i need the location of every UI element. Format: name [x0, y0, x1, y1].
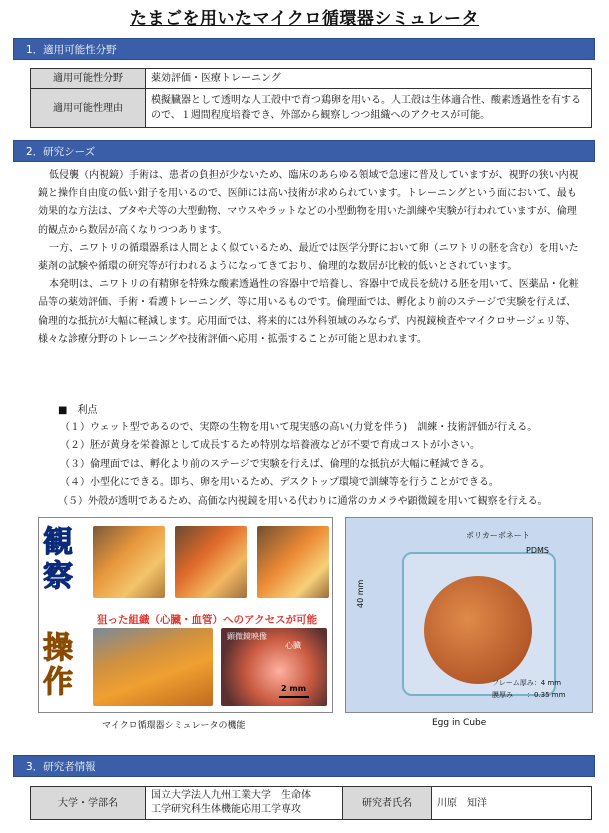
heart-label: 心臓 — [285, 641, 301, 650]
table-label: 大学・学部名 — [31, 787, 146, 820]
observation-photo — [93, 526, 165, 598]
applicability-table — [30, 68, 592, 128]
function-figure — [38, 517, 333, 713]
pdms-label: PDMS — [526, 546, 549, 555]
figure-caption-left: マイクロ循環器シミュレータの機能 — [102, 721, 246, 731]
microscope-photo — [221, 628, 327, 706]
university-value — [146, 787, 343, 820]
table-label: 研究者氏名 — [343, 787, 432, 820]
scale-bar — [279, 696, 309, 698]
access-text: 狙った組織（心臓・血管）へのアクセスが可能 — [97, 614, 318, 626]
polycarbonate-label: ポリカーボネート — [466, 531, 530, 540]
researcher-table — [30, 786, 592, 820]
egg — [424, 576, 532, 684]
table-row — [31, 787, 592, 820]
scale-label: 2 mm — [281, 684, 307, 693]
egg-in-cube-figure — [345, 517, 593, 713]
table-label: 適用可能性理由 — [31, 89, 146, 128]
operation-kanji: 操作 — [43, 631, 73, 700]
table-row — [31, 89, 592, 128]
membrane-thickness-label: 膜厚み ：0.35 mm — [492, 691, 566, 699]
table-value: 薬効評価・医療トレーニング — [146, 69, 592, 89]
observation-photo — [175, 526, 247, 598]
table-value: 模擬臓器として透明な人工殻中で育つ鶏卵を用いる。人工殻は生体適合性、酸素透過性を有するので、１週間程度培養でき、外部から観察しつつ組織へのアクセスが可能。 — [146, 89, 592, 128]
list-item: （２）胚が黄身を栄養源として成長するため特別な培養液などが不要で育成コストが小さい。 — [60, 440, 480, 452]
paragraph: 本発明は、ニワトリの有精卵を特殊な酸素透過性の容器中で培養し、容器中で成長を続ける胚を用いて、医薬品・化粧品等の薬効評価、手術・看護トレーニング、等に用いるものです。倫理面では、孵化より前のステージで実験を行えば、倫理的な抵抗が大幅に軽減します。応用面では、将来的には外科領域のみならず、内視鏡検査やマイクロサージェリ等、様々な診療分野のトレーニングや技術評価へ応用・拡張することが可能と思われます。 — [38, 279, 579, 345]
observation-kanji: 観察 — [43, 525, 73, 594]
paragraph: 一方、ニワトリの循環器系は人間とよく似ているため、最近では医学分野において卵（ニワトリの胚を含む）を用いた薬剤の試験や循環の研究等が行われるようになってきており、倫理的な数居が比較的低いとされています。 — [38, 242, 579, 273]
list-item: （４）小型化にできる。即ち、卵を用いるため、デスクトップ環境で訓練等を行うことができる。 — [60, 477, 499, 489]
frame-thickness-label: フレーム厚み：4 mm — [492, 679, 562, 687]
section-header-research-seeds: 2．研究シーズ — [13, 140, 595, 162]
research-body — [38, 167, 586, 349]
size-label: 40 mm — [356, 579, 365, 608]
section-header-researcher: 3．研究者情報 — [13, 755, 595, 777]
section-header-applicability: 1．適用可能性分野 — [13, 38, 595, 60]
observation-photo — [257, 526, 329, 598]
researcher-name: 川原 知洋 — [432, 787, 592, 820]
page-title: たまごを用いたマイクロ循環器シミュレータ — [130, 9, 479, 29]
figure-caption-right: Egg in Cube — [432, 718, 487, 728]
table-row — [31, 69, 592, 89]
list-item: （５）外殻が透明であるため、高価な内視鏡を用いる代わりに通常のカメラや顕微鏡を用いて観察を行える。 — [58, 495, 548, 507]
merit-header: ■ 利点 — [58, 405, 98, 416]
list-item: （１）ウェット型であるので、実際の生物を用いて現実感の高い(力覚を伴う) 訓練・技術評価が行える。 — [60, 422, 538, 433]
table-label: 適用可能性分野 — [31, 69, 146, 89]
merit-list — [60, 419, 600, 511]
university-line: 工学研究科生体機能応用工学専攻 — [151, 804, 301, 815]
list-item: （３）倫理面では、孵化より前のステージで実験を行えば、倫理的な抵抗が大幅に軽減できる。 — [60, 458, 490, 470]
operation-photo — [93, 628, 213, 706]
paragraph: 低侵襲（内視鏡）手術は、患者の負担が少ないため、臨床のあらゆる領域で急速に普及していますが、視野の狭い内視鏡と操作自由度の低い鉗子を用いるので、医師には高い技術が求められています。トレーニングという面において、最も効果的な方法は、ブタや犬等の大型動物、マウスやラットなどの小型動物を用いた訓練や実験が行われていますが、倫理的観点から数居が高くなりつつあります。 — [38, 170, 579, 236]
microscope-label: 顕微鏡映像 — [227, 632, 267, 641]
university-line: 国立大学法人九州工業大学 生命体 — [151, 790, 311, 801]
